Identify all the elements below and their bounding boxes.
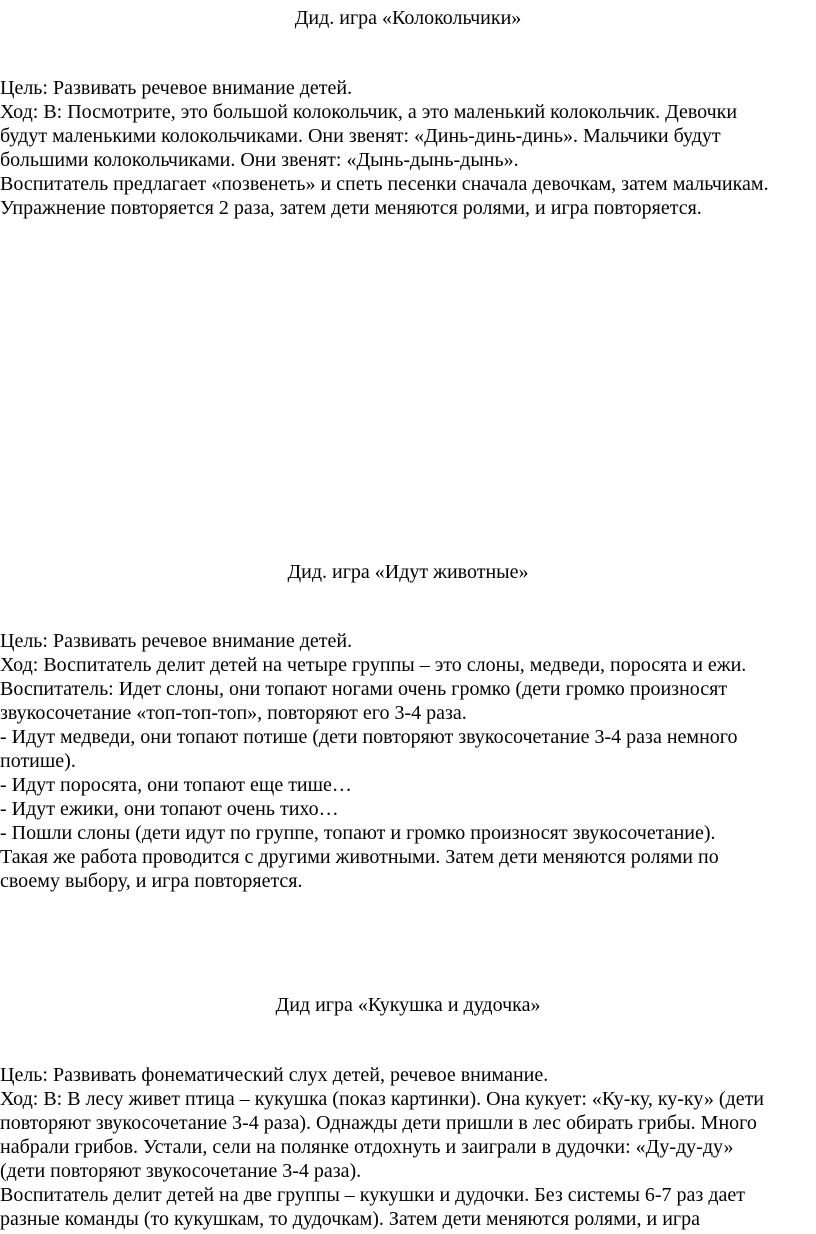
section-title: Дид. игра «Идут животные» <box>287 561 529 583</box>
text-line: Ход: Воспитатель делит детей на четыре группы – это слоны, медведи, поросята и ежи. <box>0 654 747 676</box>
text-line: большими колокольчиками. Они звенят: «Дынь-дынь-дынь». <box>0 149 519 171</box>
goal-line: Цель: Развивать речевое внимание детей. <box>0 77 353 99</box>
text-line: своему выбору, и игра повторяется. <box>0 870 303 892</box>
text-line: Воспитатель предлагает «позвенеть» и спеть песенки сначала девочкам, затем мальчикам. <box>0 173 769 195</box>
goal-line: Цель: Развивать речевое внимание детей. <box>0 630 353 652</box>
text-line: (дети повторяют звукосочетание 3-4 раза). <box>0 1160 362 1182</box>
text-line: - Пошли слоны (дети идут по группе, топают и громко произносят звукосочетание). <box>0 822 716 844</box>
text-line: Воспитатель делит детей на две группы – кукушки и дудочки. Без системы 6-7 раз дает <box>0 1184 745 1206</box>
text-line: Воспитатель: Идет слоны, они топают ногами очень громко (дети громко произносят <box>0 678 728 700</box>
text-line: набрали грибов. Устали, сели на полянке отдохнуть и заиграли в дудочки: «Ду-ду-ду» <box>0 1136 734 1158</box>
goal-line: Цель: Развивать фонематический слух детей, речевое внимание. <box>0 1064 549 1086</box>
text-line: - Идут ежики, они топают очень тихо… <box>0 798 339 820</box>
section-title: Дид игра «Кукушка и дудочка» <box>275 994 541 1016</box>
text-line: разные команды (то кукушкам, то дудочкам). Затем дети меняются ролями, и игра <box>0 1208 700 1230</box>
text-line: Упражнение повторяется 2 раза, затем дети меняются ролями, и игра повторяется. <box>0 197 702 219</box>
text-line: потише). <box>0 750 76 772</box>
text-line: Такая же работа проводится с другими животными. Затем дети меняются ролями по <box>0 846 719 868</box>
text-line: - Идут медведи, они топают потише (дети повторяют звукосочетание 3-4 раза немного <box>0 726 738 748</box>
section-title: Дид. игра «Колокольчики» <box>294 7 522 29</box>
text-line: будут маленькими колокольчиками. Они звенят: «Динь-динь-динь». Мальчики будут <box>0 125 721 147</box>
text-line: - Идут поросята, они топают еще тише… <box>0 774 352 796</box>
text-line: звукосочетание «топ-топ-топ», повторяют его 3-4 раза. <box>0 702 467 724</box>
text-line: повторяют звукосочетание 3-4 раза). Однажды дети пришли в лес обирать грибы. Много <box>0 1112 757 1134</box>
text-line: Ход: В: Посмотрите, это большой колокольчик, а это маленький колокольчик. Девочки <box>0 101 738 123</box>
text-line: Ход: В: В лесу живет птица – кукушка (показ картинки). Она кукует: «Ку-ку, ку-ку» (дети <box>0 1088 765 1110</box>
